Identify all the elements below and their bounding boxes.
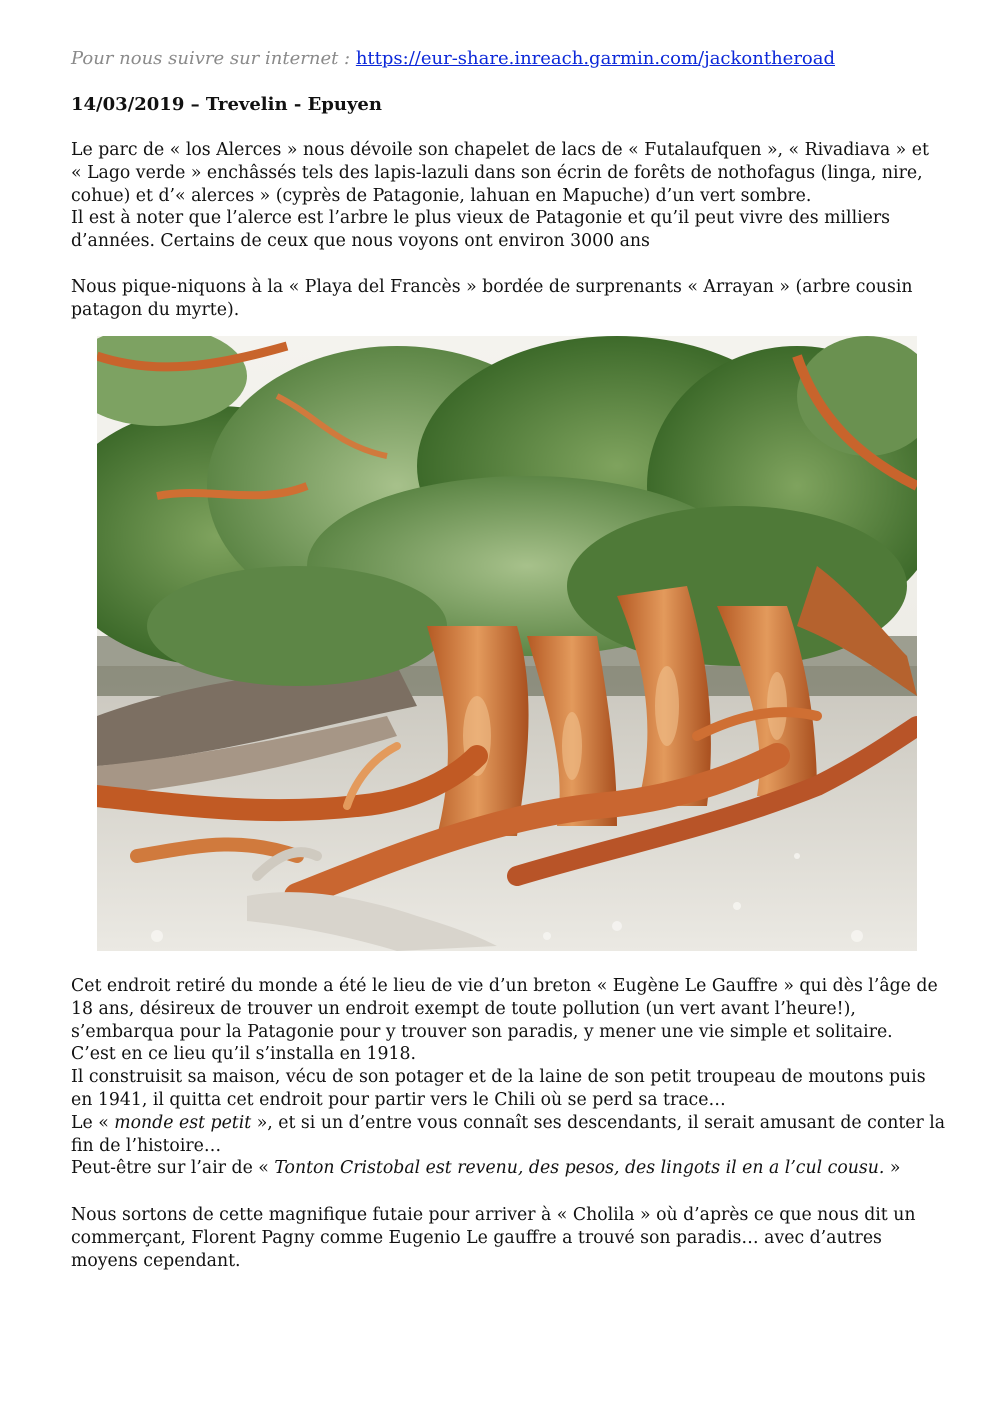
text-line: Le parc de « los Alerces » nous dévoile son chapelet de lacs de « Futalaufquen », « Rivadiava » et bbox=[71, 140, 929, 160]
monde-est-petit-italic: monde est petit bbox=[114, 1112, 252, 1133]
text-line bbox=[71, 1112, 951, 1135]
song-lyric-italic: Tonton Cristobal est revenu, des pesos, des lingots il en a l’cul cousu. bbox=[274, 1158, 885, 1179]
text-line: s’embarqua pour la Patagonie pour y trouver son paradis, y mener une vie simple et solitaire. bbox=[71, 1021, 893, 1042]
text-fragment: » bbox=[884, 1158, 901, 1179]
text-fragment: Peut-être sur l’air de « bbox=[71, 1158, 275, 1179]
text-line: Il est à noter que l’alerce est l’arbre le plus vieux de Patagonie et qu’il peut vivre des milliers bbox=[71, 208, 890, 229]
text-line: « Lago verde » enchâssés tels des lapis-lazuli dans son écrin de forêts de nothofagus (linga, nire, bbox=[71, 162, 923, 183]
text-line: cohue) et d’« alerces » (cyprès de Patagonie, lahuan en Mapuche) d’un vert sombre. bbox=[71, 185, 812, 206]
paragraph-picnic bbox=[71, 276, 951, 322]
text-line: C’est en ce lieu qu’il s’installa en 1918. bbox=[71, 1044, 416, 1065]
paragraph-cholila bbox=[71, 1204, 951, 1272]
arrayan-trees-photo bbox=[97, 336, 917, 951]
text-line: patagon du myrte). bbox=[71, 299, 240, 320]
follow-us-line bbox=[71, 48, 835, 70]
follow-us-label: Pour nous suivre sur internet : bbox=[71, 48, 356, 69]
text-fragment: », et si un d’entre vous connaît ses descendants, il serait amusant de conter la bbox=[251, 1112, 946, 1133]
text-line: Cet endroit retiré du monde a été le lieu de vie d’un breton « Eugène Le Gauffre » qui dès l’âge de bbox=[71, 976, 938, 996]
text-fragment: Le « bbox=[71, 1112, 115, 1133]
text-line: commerçant, Florent Pagny comme Eugenio Le gauffre a trouvé son paradis… avec d’autres bbox=[71, 1227, 882, 1248]
text-line: Nous pique-niquons à la « Playa del Francès » bordée de surprenants « Arrayan » (arbre cousin bbox=[71, 277, 913, 297]
text-line bbox=[71, 1157, 951, 1180]
text-line: moyens cependant. bbox=[71, 1250, 241, 1271]
text-line: Il construisit sa maison, vécu de son potager et de la laine de son petit troupeau de moutons puis bbox=[71, 1067, 926, 1088]
text-line: 18 ans, désireux de trouver un endroit exempt de toute pollution (un vert avant l’heure!), bbox=[71, 998, 856, 1019]
text-line: Nous sortons de cette magnifique futaie pour arriver à « Cholila » où d’après ce que nous dit un bbox=[71, 1205, 916, 1225]
garmin-inreach-link[interactable]: https://eur-share.inreach.garmin.com/jackontheroad bbox=[355, 48, 836, 69]
entry-date-title: 14/03/2019 – Trevelin - Epuyen bbox=[71, 94, 382, 115]
text-line: fin de l’histoire… bbox=[71, 1135, 222, 1156]
text-line: en 1941, il quitta cet endroit pour partir vers le Chili où se perd sa trace… bbox=[71, 1089, 726, 1110]
paragraph-eugene-le-gauffre bbox=[71, 975, 951, 1180]
text-line: d’années. Certains de ceux que nous voyons ont environ 3000 ans bbox=[71, 231, 650, 252]
paragraph-alerces bbox=[71, 139, 951, 253]
